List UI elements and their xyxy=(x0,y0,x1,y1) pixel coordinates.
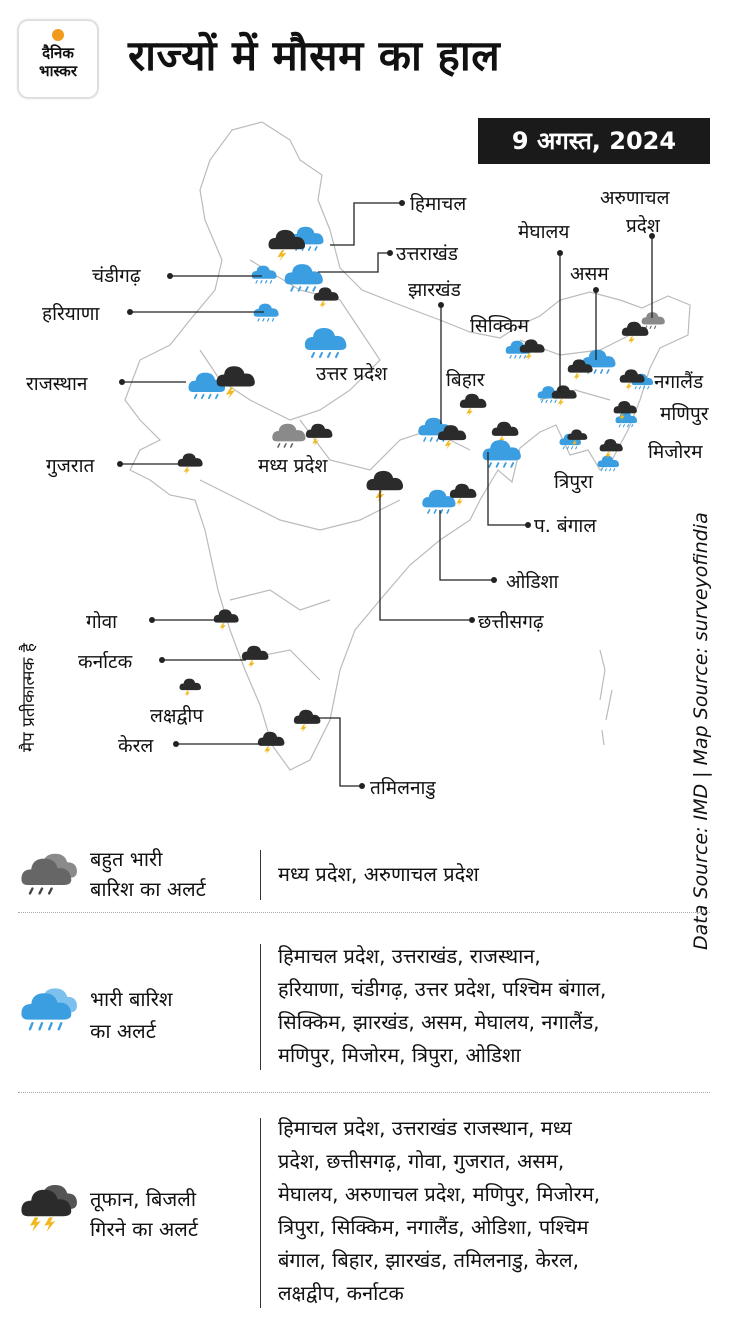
label-madhya-pradesh: मध्य प्रदेश xyxy=(258,455,328,477)
label-gujarat: गुजरात xyxy=(46,455,95,477)
very-heavy-rain-icon xyxy=(642,312,665,328)
data-source: Data Source: IMD | Map Source: surveyofindia xyxy=(690,512,712,950)
legend-states-line: मणिपुर, मिजोरम, त्रिपुरा, ओडिशा xyxy=(278,1043,521,1067)
label-tamilnadu: तमिलनाडु xyxy=(370,777,436,799)
legend-separator xyxy=(18,912,710,913)
legend-states-line: हिमाचल प्रदेश, उत्तराखंड, राजस्थान, xyxy=(278,944,541,968)
date-badge: 9 अगस्त, 2024 xyxy=(478,118,710,164)
label-meghalaya: मेघालय xyxy=(518,221,570,243)
thunderstorm-icon xyxy=(314,287,339,309)
legend-states-line: त्रिपुरा, सिक्किम, नगालैंड, ओडिशा, पश्चिम xyxy=(278,1215,589,1239)
label-jharkhand: झारखंड xyxy=(408,279,461,301)
thunderstorm-icon xyxy=(306,424,333,447)
thunderstorm-icon xyxy=(367,471,404,503)
thunderstorm-icon xyxy=(179,679,201,698)
legend-title-line2: बारिश का अलर्ट xyxy=(90,877,206,901)
heavy-rain-icon xyxy=(252,266,277,283)
legend-states-line: हरियाणा, चंडीगढ़, उत्तर प्रदेश, पश्चिम बंगाल, xyxy=(278,977,607,1001)
state-labels xyxy=(26,187,710,800)
thunderstorm-icon xyxy=(600,439,623,459)
thunderstorm-icon xyxy=(520,339,545,361)
label-odisha: ओडिशा xyxy=(506,571,559,593)
legend-row-heavy xyxy=(18,932,710,1082)
legend-states-line: मेघालय, अरुणाचल प्रदेश, मणिपुर, मिजोरम, xyxy=(278,1182,601,1206)
label-manipur: मणिपुर xyxy=(660,403,709,425)
very-heavy-rain-icon xyxy=(272,424,305,447)
label-chandigarh: चंडीगढ़ xyxy=(92,265,141,287)
thunderstorm-icon xyxy=(178,453,203,475)
legend-states-line: मध्य प्रदेश, अरुणाचल प्रदेश xyxy=(278,862,479,886)
label-mizoram: मिजोरम xyxy=(648,441,703,463)
logo-line2: भास्कर xyxy=(39,62,77,80)
legend-states xyxy=(278,1112,728,1310)
label-bihar: बिहार xyxy=(446,369,485,391)
legend-states-line: सिक्किम, झारखंड, असम, मेघालय, नगालैंड, xyxy=(278,1010,600,1034)
legend-title-line2: का अलर्ट xyxy=(90,1019,156,1043)
map-symbolic-note: मैप प्रतीकात्मक है xyxy=(19,643,39,752)
thunderstorm-icon xyxy=(242,646,269,669)
label-haryana: हरियाणा xyxy=(42,303,100,325)
logo-line1: दैनिक xyxy=(42,44,74,62)
label-sikkim: सिक्किम xyxy=(470,315,529,337)
legend-row-very-heavy xyxy=(18,836,710,912)
legend-states-line: हिमाचल प्रदेश, उत्तराखंड राजस्थान, मध्य xyxy=(278,1116,572,1140)
heavy-rain-icon xyxy=(285,264,323,291)
thunderstorm-icon xyxy=(217,366,255,399)
label-assam: असम xyxy=(570,263,609,285)
legend-title-line1: बहुत भारी xyxy=(90,847,163,871)
label-arunachal-2: प्रदेश xyxy=(626,215,660,237)
label-uttar-pradesh: उत्तर प्रदेश xyxy=(316,363,388,385)
legend-divider xyxy=(260,850,261,900)
legend-title-line1: भारी बारिश xyxy=(90,987,173,1011)
leader-dots xyxy=(117,200,655,789)
thunderstorm-icon xyxy=(620,369,645,391)
very-heavy-rain-icon xyxy=(18,848,78,898)
legend-title-line1: तूफान, बिजली xyxy=(90,1187,196,1211)
heavy-rain-icon xyxy=(18,982,78,1038)
legend-states xyxy=(278,858,728,891)
legend-states xyxy=(278,940,728,1072)
legend-divider xyxy=(260,1118,261,1308)
thunderstorm-icon xyxy=(552,385,577,407)
heavy-rain-icon xyxy=(305,328,347,357)
label-kerala: केरल xyxy=(118,735,154,757)
label-karnataka: कर्नाटक xyxy=(78,651,133,673)
legend-states-line: प्रदेश, छत्तीसगढ़, गोवा, गुजरात, असम, xyxy=(278,1149,565,1173)
thunderstorm-icon xyxy=(622,322,649,345)
heavy-rain-icon xyxy=(597,456,619,471)
thunderstorm-icon xyxy=(294,710,321,733)
label-nagaland: नगालैंड xyxy=(654,371,704,393)
label-arunachal-1: अरुणाचल xyxy=(600,187,670,209)
label-goa: गोवा xyxy=(86,611,118,633)
thunderstorm-icon xyxy=(258,732,285,755)
legend-row-thunderstorm xyxy=(18,1108,710,1320)
label-rajasthan: राजस्थान xyxy=(26,373,88,395)
legend-states-line: लक्षद्वीप, कर्नाटक xyxy=(278,1281,404,1305)
legend-states-line: बंगाल, बिहार, झारखंड, तमिलनाडु, केरल, xyxy=(278,1248,579,1272)
leader-lines xyxy=(120,203,652,786)
label-tripura: त्रिपुरा xyxy=(554,471,593,493)
page-title: राज्यों में मौसम का हाल xyxy=(128,31,501,80)
label-lakshadweep: लक्षद्वीप xyxy=(150,705,204,727)
thunderstorm-icon xyxy=(460,394,487,417)
legend-title-line2: गिरने का अलर्ट xyxy=(90,1217,198,1241)
legend-divider xyxy=(260,944,261,1070)
label-himachal: हिमाचल xyxy=(410,193,467,215)
thunderstorm-icon xyxy=(18,1184,78,1234)
legend-separator xyxy=(18,1092,710,1093)
label-uttarakhand: उत्तराखंड xyxy=(396,243,458,265)
label-west-bengal: प. बंगाल xyxy=(534,515,597,537)
label-chhattisgarh: छत्तीसगढ़ xyxy=(478,611,544,633)
